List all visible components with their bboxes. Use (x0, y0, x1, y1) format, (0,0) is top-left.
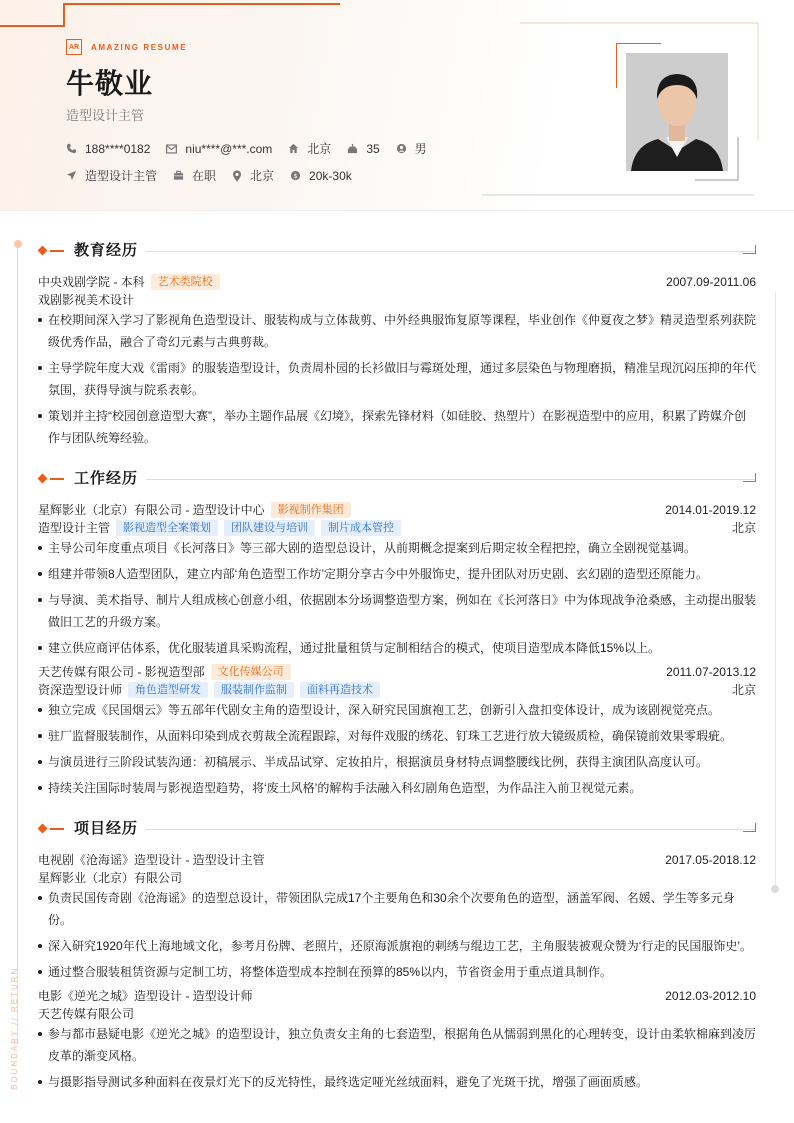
salary-text: 20k-30k (309, 168, 352, 183)
company-name: 星辉影业（北京）有限公司 - 造型设计中心 (38, 503, 265, 517)
list-item: 参与都市悬疑电影《逆光之城》的造型设计，独立负责女主角的七套造型，根据角色从懦弱到黑化的心理转变，设计由柔软棉麻到凌厉皮革的渐变风格。 (38, 1023, 756, 1067)
phone-text: 188****0182 (85, 141, 151, 156)
skill-tag: 角色造型研发 (128, 682, 208, 698)
list-item: 主导学院年度大戏《雷雨》的服装造型设计，负责周朴园的长衫做旧与霉斑处理，通过多层染色与物理磨损，精准呈现沉闷压抑的年代氛围，获得导演与院系表彰。 (38, 357, 756, 401)
section-corner (743, 473, 756, 482)
project-name-row (38, 987, 756, 1005)
left-decor-line (17, 244, 18, 1044)
city-text: 北京 (307, 142, 332, 156)
list-item: 独立完成《民国烟云》等五部年代剧女主角的造型设计，深入研究民国旗袍工艺，创新引入盘扣变体设计，成为该剧视觉亮点。 (38, 699, 756, 721)
status-text: 在职 (192, 169, 217, 183)
brand (66, 39, 187, 55)
company-tag: 文化传媒公司 (211, 664, 291, 680)
age-text: 35 (366, 141, 380, 156)
contact-row (66, 140, 443, 157)
list-item: 与演员进行三阶段试装沟通：初稿展示、半成品试穿、定妆拍片，根据演员身材特点调整腰线比例，获得主演团队高度认可。 (38, 751, 756, 773)
education-section-header (36, 241, 756, 261)
section-divider (146, 251, 756, 252)
project-name-row (38, 851, 756, 869)
section-corner (743, 823, 756, 832)
email-info (166, 142, 272, 156)
section-divider (146, 829, 756, 830)
education-period: 2007.09-2011.06 (666, 275, 756, 289)
school-name: 中央戏剧学院 - 本科 (38, 275, 145, 289)
project-company-row (38, 1005, 756, 1023)
section-title: 教育经历 (74, 242, 139, 259)
right-decor-line (775, 292, 776, 888)
brand-text: AMAZING RESUME (91, 42, 188, 52)
school-tag: 艺术类院校 (151, 274, 220, 290)
section-divider (146, 479, 756, 480)
project-period: 2017.05-2018.12 (665, 853, 756, 867)
list-item: 建立供应商评估体系，优化服装道具采购流程，通过批量租赁与定制相结合的模式，使项目造型成本降低15%以上。 (38, 637, 756, 659)
job-period: 2011.07-2013.12 (666, 665, 756, 679)
email-text: niu****@***.com (185, 141, 273, 156)
status-info (173, 167, 216, 184)
skill-tag: 面料再造技术 (300, 682, 380, 698)
list-item: 组建并带领8人造型团队，建立内部‘角色造型工作坊’定期分享古今中外服饰史，提升团队对历史剧、玄幻剧的造型还原能力。 (38, 563, 756, 585)
list-item: 策划并主持“校园创意造型大赛”，举办主题作品展《幻境》，探索先锋材料（如硅胶、热塑片）在影视造型中的应用，积累了跨媒介创作与团队统筹经验。 (38, 405, 756, 449)
candidate-name: 牛敬业 (66, 68, 154, 99)
list-item: 主导公司年度重点项目《长河落日》等三部大剧的造型总设计，从前期概念提案到后期定妆全程把控，确立全剧视觉基调。 (38, 537, 756, 559)
list-item: 持续关注国际时装周与影视造型趋势，将‘废土风格’的解构手法融入科幻剧角色造型，为作品注入前卫视觉元素。 (38, 777, 756, 799)
job-role: 资深造型设计师 (38, 683, 123, 697)
section-corner (743, 245, 756, 254)
company-name: 天艺传媒有限公司 - 影视造型部 (38, 665, 205, 679)
mail-icon (166, 144, 177, 154)
target-city-info (232, 167, 274, 184)
phone-info (66, 142, 150, 156)
gender-icon (396, 143, 407, 154)
city-info (288, 140, 331, 157)
job-company-row (38, 501, 756, 519)
location-icon (232, 170, 242, 182)
job-period: 2014.01-2019.12 (665, 503, 756, 517)
job-location: 北京 (731, 683, 756, 697)
project-name: 电视剧《沧海谣》造型设计 - 造型设计主管 (38, 853, 265, 867)
diamond-icon (38, 824, 48, 834)
salary-info (290, 169, 352, 183)
job-company-row (38, 663, 756, 681)
section-title: 项目经历 (74, 820, 139, 837)
send-icon (66, 170, 77, 181)
svg-text:$: $ (293, 171, 298, 180)
position-text: 造型设计主管 (85, 169, 158, 183)
resume-header (0, 0, 794, 211)
job-role-row (38, 681, 756, 699)
sidebar-watermark: BOUNDARY // RETURN (10, 966, 19, 1090)
money-icon (290, 170, 301, 181)
project-period: 2012.03-2012.10 (665, 989, 756, 1003)
project-name: 电影《逆光之城》造型设计 - 造型设计师 (38, 989, 253, 1003)
gender-text: 男 (414, 142, 427, 156)
list-item: 与导演、美术指导、制片人组成核心创意小组，依据剧本分场调整造型方案，例如在《长河落日》中为体现战争沧桑感，主动提出服装做旧工艺的升级方案。 (38, 589, 756, 633)
company-tag: 影视制作集团 (271, 502, 351, 518)
education-school-row (38, 273, 756, 291)
home-icon (288, 143, 299, 154)
list-item: 深入研究1920年代上海地域文化，参考月份牌、老照片，还原海派旗袍的刺绣与绲边工艺，主角服装被观众赞为‘行走的民国服饰史’。 (38, 935, 756, 957)
job-intent-row (66, 167, 368, 184)
candidate-title: 造型设计主管 (66, 108, 145, 123)
list-item: 驻厂监督服装制作，从面料印染到成衣剪裁全流程跟踪，对每件戏服的绣花、钉珠工艺进行放大镜级质检，确保镜前效果零瑕疵。 (38, 725, 756, 747)
skill-tag: 服装制作监制 (214, 682, 294, 698)
diamond-icon (38, 246, 48, 256)
work-section-header (36, 469, 756, 489)
left-decor-dot (14, 240, 22, 248)
gender-info (396, 140, 427, 157)
skill-tag: 制片成本管控 (321, 520, 401, 536)
skill-tag: 影视造型全案策划 (116, 520, 218, 536)
job-role-row (38, 519, 756, 537)
cake-icon (347, 143, 358, 154)
skill-tag: 团队建设与培训 (224, 520, 315, 536)
list-item: 与摄影指导测试多种面料在夜景灯光下的反光特性，最终选定哑光丝绒面料，避免了光斑干扰，增强了画面质感。 (38, 1071, 756, 1093)
title-dash (50, 828, 64, 830)
profile-photo (626, 53, 728, 171)
project-section-header (36, 819, 756, 839)
list-item: 负责民国传奇剧《沧海谣》的造型总设计，带领团队完成17个主要角色和30余个次要角色的造型，涵盖军阀、名媛、学生等多元身份。 (38, 887, 756, 931)
job-role: 造型设计主管 (38, 521, 111, 535)
project-company: 星辉影业（北京）有限公司 (38, 871, 183, 885)
age-info (347, 142, 379, 156)
project-company-row (38, 869, 756, 887)
diamond-icon (38, 474, 48, 484)
section-title: 工作经历 (74, 470, 139, 487)
education-major-row (38, 291, 756, 309)
position-info (66, 167, 157, 184)
job-location: 北京 (731, 521, 756, 535)
major-name: 戏剧影视美术设计 (38, 293, 135, 307)
list-item: 通过整合服装租赁资源与定制工坊，将整体造型成本控制在预算的85%以内，节省资金用于重点道具制作。 (38, 961, 756, 983)
list-item: 在校期间深入学习了影视角色造型设计、服装构成与立体裁剪、中外经典服饰复原等课程，毕业创作《仲夏夜之梦》精灵造型系列获院级优秀作品，融合了奇幻元素与古典剪裁。 (38, 309, 756, 353)
brand-logo: AR (66, 39, 82, 55)
title-dash (50, 250, 64, 252)
title-dash (50, 478, 64, 480)
project-company: 天艺传媒有限公司 (38, 1007, 135, 1021)
briefcase-icon (173, 170, 184, 181)
target-city-text: 北京 (250, 169, 275, 183)
phone-icon (66, 143, 77, 154)
right-decor-dot (771, 885, 779, 893)
